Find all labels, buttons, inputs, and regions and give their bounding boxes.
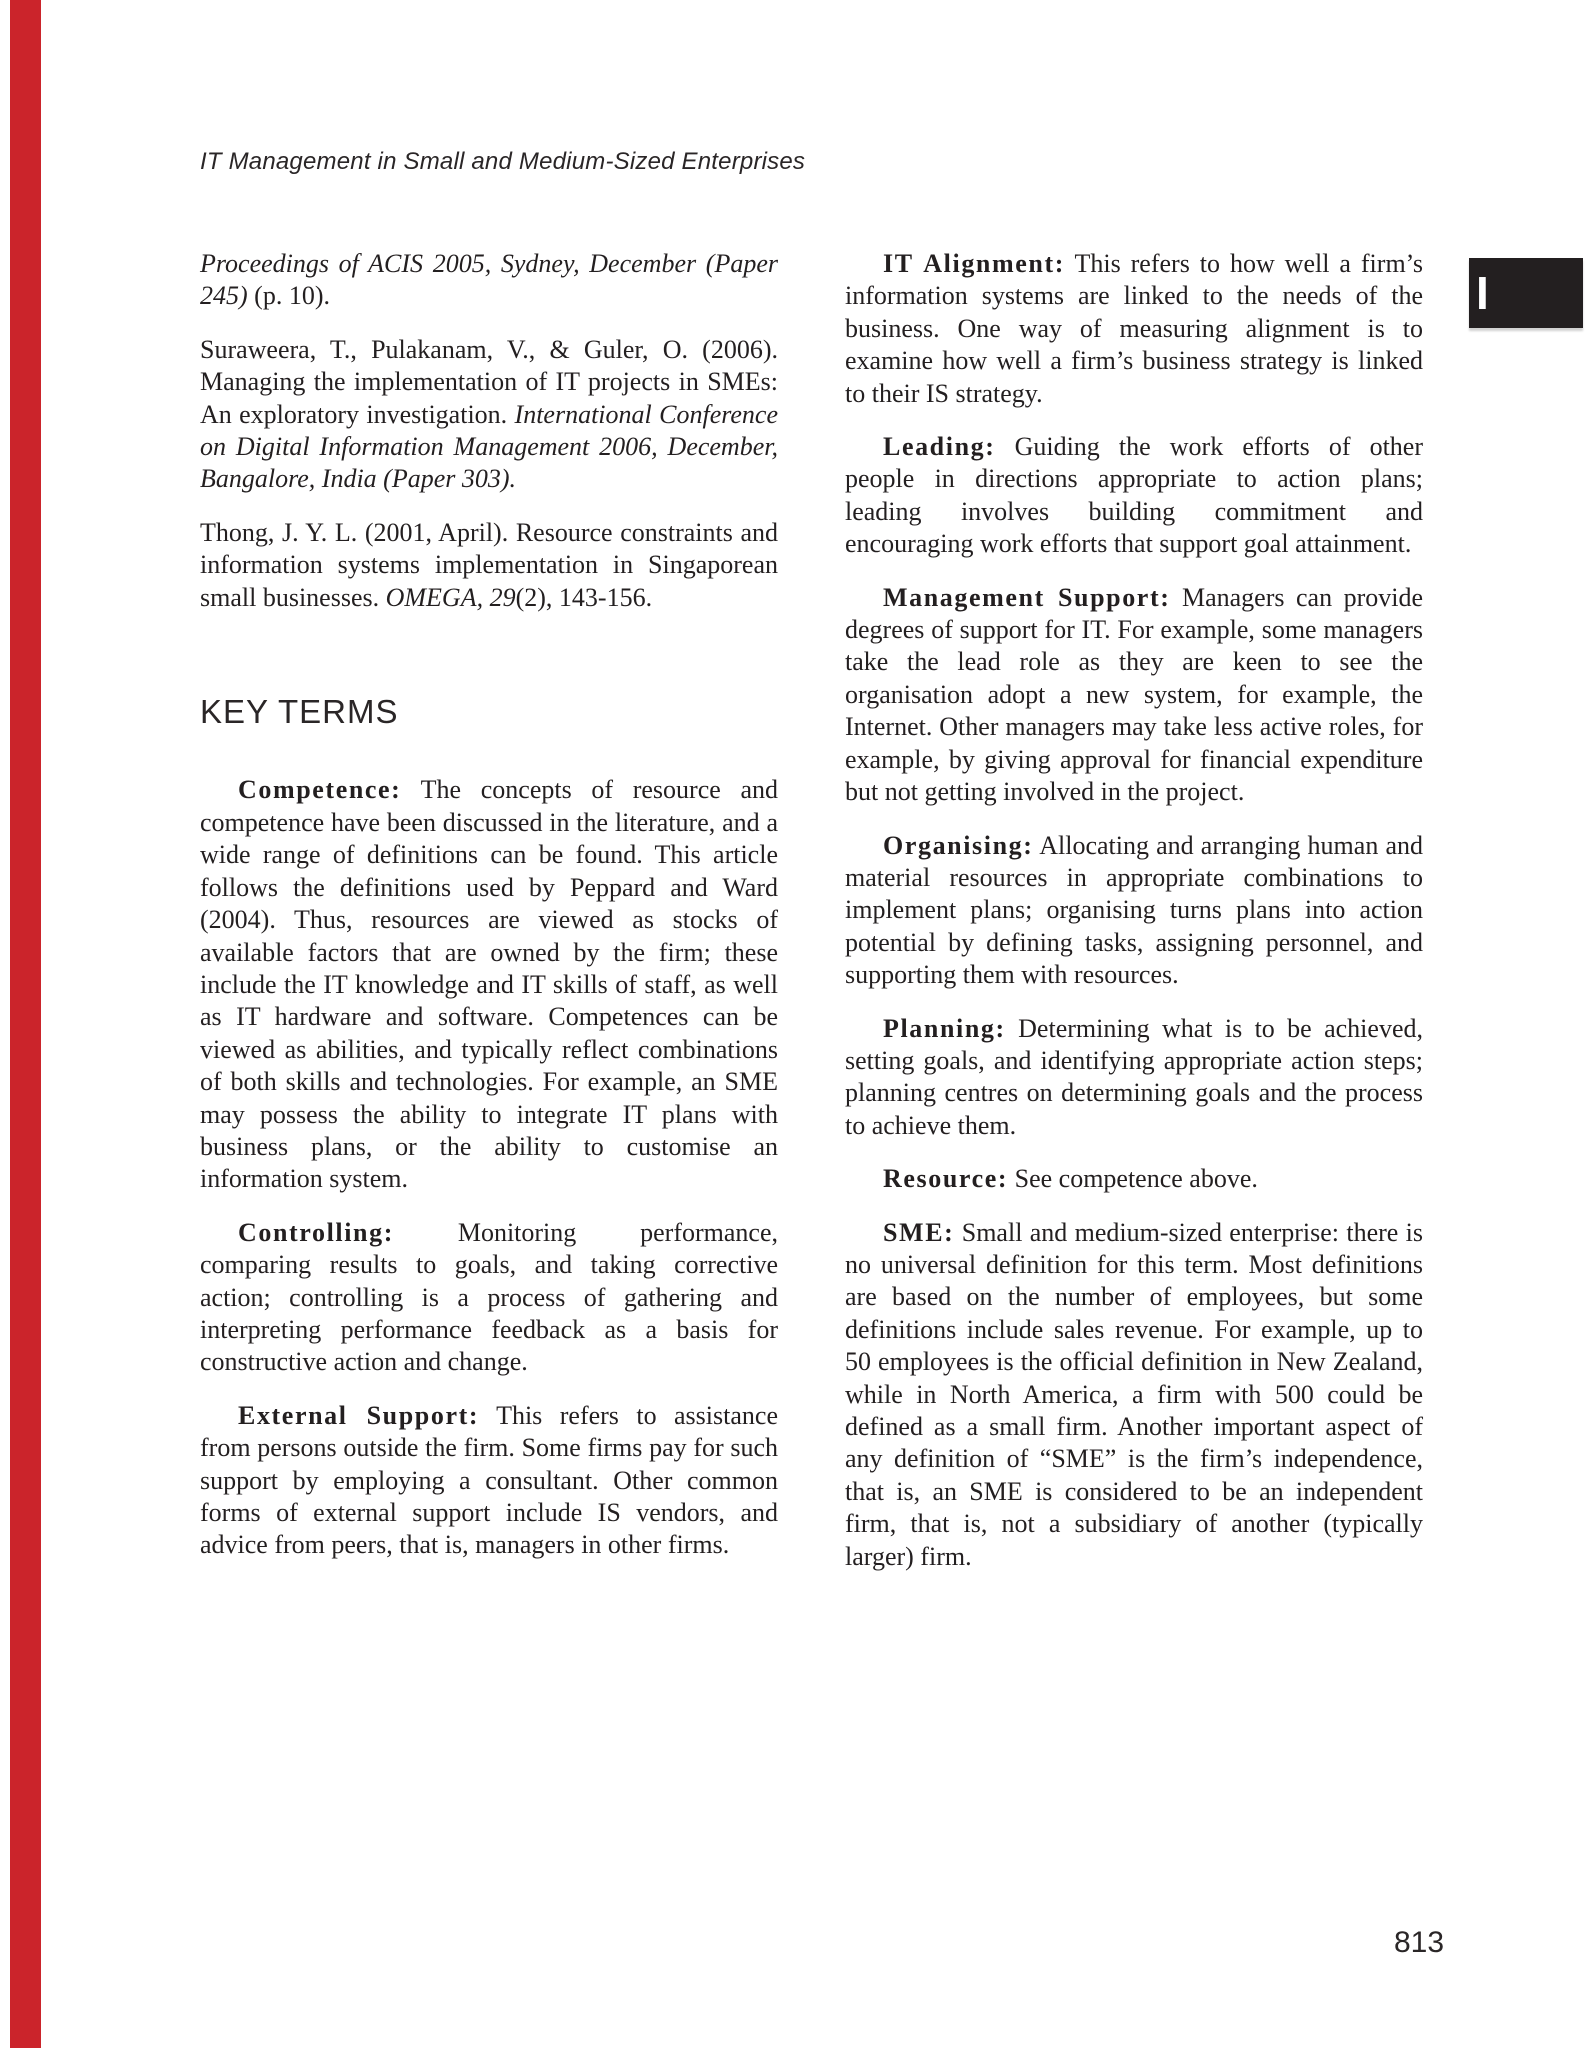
reference-paragraph: Suraweera, T., Pulakanam, V., & Guler, O. (2006). Managing the implementation of IT projects in SMEs: An exploratory investigation. International Conference on Digital Information Management 2006, December, Bangalore, India (Paper 303).	[200, 334, 779, 494]
reference-paragraph: Proceedings of ACIS 2005, Sydney, December (Paper 245) (p. 10).	[200, 249, 778, 311]
key-term-paragraph: Resource: See competence above.	[883, 1164, 1258, 1194]
key-term-name: Leading:	[883, 432, 996, 462]
key-term-paragraph: Controlling: Monitoring performance, comparing results to goals, and taking corrective action; controlling is a process of gathering and interpreting performance feedback as a basis for constructive action and change.	[200, 1217, 778, 1377]
running-header: IT Management in Small and Medium-Sized Enterprises	[200, 148, 806, 175]
index-tab-letter: I	[1476, 267, 1489, 319]
key-terms-left	[200, 774, 778, 1561]
index-edge-tab	[1469, 258, 1583, 328]
page-number: 813	[1394, 1926, 1445, 1959]
key-term-name: IT Alignment:	[883, 249, 1065, 278]
key-term-name: External Support:	[238, 1400, 480, 1430]
key-term-name: Controlling:	[238, 1217, 394, 1247]
key-term-paragraph: External Support: This refers to assistance from persons outside the firm. Some firms pay for such support by employing a consultant. Other common forms of external support include IS vendors, and advice from peers, that is, managers in other firms.	[200, 1400, 778, 1560]
key-term-paragraph: Management Support: Managers can provide degrees of support for IT. For example, some managers take the lead role as they are keen to see the organisation adopt a new system, for example, the Internet. Other managers may take less active roles, for example, by giving approval for financial expenditure but not getting involved in the project.	[845, 582, 1423, 807]
key-term-name: Resource:	[883, 1164, 1009, 1194]
left-column	[200, 248, 778, 1583]
key-term-paragraph: Competence: The concepts of resource and competence have been discussed in the literature, and a wide range of definitions can be found. This article follows the definitions used by Peppard and Ward (2004). Thus, resources are viewed as stocks of available factors that are owned by the firm; these include the IT knowledge and IT skills of staff, as well as IT hardware and software. Competences can be viewed as abilities, and typically reflect combinations of both skills and technologies. For example, an SME may possess the ability to integrate IT plans with business plans, or the ability to customise an information system.	[200, 775, 778, 1194]
key-term-paragraph: Leading: Guiding the work efforts of other people in directions appropriate to action plans; leading involves building commitment and encouraging work efforts that support goal attainment.	[845, 432, 1423, 559]
key-term-name: Competence:	[238, 775, 402, 805]
page-edge-stripe	[10, 0, 41, 2048]
reference-paragraph: Thong, J. Y. L. (2001, April). Resource constraints and information systems implementation in Singaporean small businesses. OMEGA, 29(2), 143-156.	[200, 517, 778, 612]
key-term-paragraph: IT Alignment: This refers to how well a firm’s information systems are linked to the needs of the business. One way of measuring alignment is to examine how well a firm’s business strategy is linked to their IS strategy.	[845, 249, 1424, 408]
key-term-name: SME:	[883, 1217, 955, 1247]
key-term-paragraph: SME: Small and medium-sized enterprise: there is no universal definition for this term. Most definitions are based on the number of employees, but some definitions include sales revenue. For example, up to 50 employees is the official definition in New Zealand, while in North America, a firm with 500 could be defined as a small firm. Another important aspect of any definition of “SME” is the firm’s independence, that is, an SME is considered to be an independent firm, that is, not a subsidiary of another (typically larger) firm.	[845, 1217, 1423, 1571]
key-term-paragraph: Organising: Allocating and arranging human and material resources in appropriate combinations to implement plans; organising turns plans into action potential by defining tasks, assigning personnel, and supporting them with resources.	[845, 830, 1423, 990]
key-term-name: Management Support:	[883, 582, 1171, 612]
key-term-name: Organising:	[883, 830, 1034, 860]
section-heading: KEY TERMS	[200, 693, 399, 731]
references-list	[200, 248, 778, 614]
key-terms-right	[845, 248, 1423, 1573]
key-term-paragraph: Planning: Determining what is to be achieved, setting goals, and identifying appropriate action steps; planning centres on determining goals and the process to achieve them.	[845, 1013, 1423, 1140]
right-column	[845, 248, 1423, 1594]
key-term-name: Planning:	[883, 1013, 1006, 1043]
